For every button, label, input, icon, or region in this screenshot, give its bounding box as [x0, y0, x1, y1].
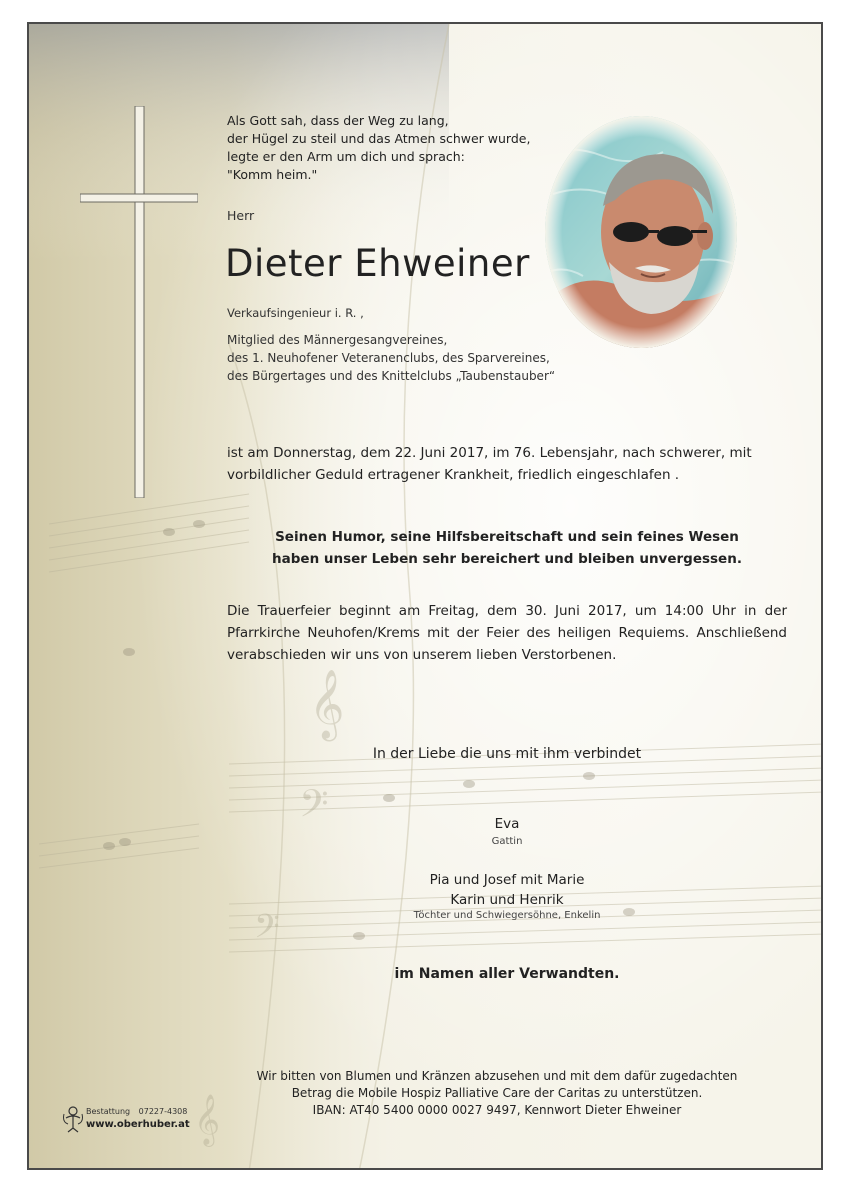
logo-phone: 07227-4308	[138, 1107, 188, 1116]
obituary-card	[27, 22, 823, 1170]
donation-request	[199, 1068, 795, 1119]
tribute-line: haben unser Leben sehr bereichert und bleiben unvergessen.	[272, 551, 742, 567]
mourner-name: Eva	[494, 816, 520, 832]
logo-website[interactable]: www.oberhuber.at	[86, 1119, 190, 1130]
poem-line: der Hügel zu steil und das Atmen schwer wurde,	[227, 131, 531, 146]
svg-text:𝄞: 𝄞	[309, 669, 345, 739]
funeral-home-logo	[62, 1104, 212, 1138]
svg-text:𝄢: 𝄢	[299, 781, 329, 835]
membership-line: des 1. Neuhofener Veteranenclubs, des Sparvereines,	[227, 351, 550, 365]
tribute-text	[227, 526, 787, 570]
deceased-title: Verkaufsingenieur i. R. ,	[227, 306, 364, 320]
donation-line: Betrag die Mobile Hospiz Palliative Care der Caritas zu unterstützen.	[291, 1086, 703, 1100]
salutation: Herr	[227, 208, 255, 223]
poem-line: legte er den Arm um dich und sprach:	[227, 149, 465, 164]
memorial-poem	[227, 112, 530, 184]
deceased-name: Dieter Ehweiner	[225, 242, 530, 285]
donation-line: Wir bitten von Blumen und Kränzen abzusehen und mit dem dafür zugedachten	[256, 1069, 738, 1083]
logo-company-line	[86, 1107, 187, 1116]
death-announcement: ist am Donnerstag, dem 22. Juni 2017, im 76. Lebensjahr, nach schwerer, mit vorbildlicher Geduld ertragener Krankheit, friedlich eingeschlafen .	[227, 445, 752, 483]
logo-company: Bestattung	[86, 1107, 131, 1116]
cross-icon	[80, 106, 198, 498]
angel-icon	[62, 1104, 84, 1134]
donation-line: IBAN: AT40 5400 0000 0027 9497, Kennwort Dieter Ehweiner	[312, 1103, 682, 1117]
membership-line: Mitglied des Männergesangvereines,	[227, 333, 448, 347]
mourner-name: Karin und Henrik	[450, 892, 564, 908]
memberships	[227, 331, 555, 385]
membership-line: des Bürgertages und des Knittelclubs „Taubenstauber“	[227, 369, 556, 383]
mourner-names-group	[227, 870, 787, 910]
poem-line: Als Gott sah, dass der Weg zu lang,	[227, 113, 449, 128]
mourner-name: Pia und Josef mit Marie	[429, 872, 585, 888]
love-line: In der Liebe die uns mit ihm verbindet	[372, 746, 642, 762]
funeral-info: Die Trauerfeier beginnt am Freitag, dem 30. Juni 2017, um 14:00 Uhr in der Pfarrkirche Neuhofen/Krems mit der Feier des heiligen Requiems. Anschließend verabschieden wir uns von unserem lieben Verstorbenen.	[227, 603, 787, 663]
poem-line: "Komm heim."	[227, 167, 318, 182]
svg-text:𝄞: 𝄞	[194, 1094, 221, 1145]
svg-text:𝄢: 𝄢	[254, 908, 280, 954]
closing-line: im Namen aller Verwandten.	[394, 966, 620, 982]
mourner-relation: Gattin	[491, 836, 523, 847]
tribute-line: Seinen Humor, seine Hilfsbereitschaft und sein feines Wesen	[275, 529, 739, 545]
mourner-relation: Töchter und Schwiegersöhne, Enkelin	[413, 910, 601, 921]
portrait-photo	[543, 114, 739, 350]
